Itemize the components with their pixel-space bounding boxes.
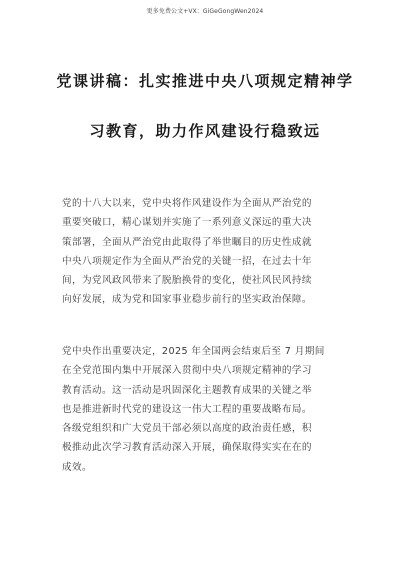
header-note: 更多免费公文+VX：GiGeGongWen2024 bbox=[146, 8, 264, 15]
paragraph-line: 教育活动。这一活动是巩固深化主题教育成果的关键之举 bbox=[62, 384, 312, 396]
paragraph-line: 策部署，全面从严治党由此取得了举世瞩目的历史性成就 bbox=[62, 236, 312, 248]
paragraph-2 bbox=[62, 342, 352, 477]
paragraph-1 bbox=[62, 194, 352, 310]
paragraph-line: 向好发展，成为党和国家事业稳步前行的坚实政治保障。 bbox=[62, 294, 312, 306]
paragraph-line: 党的十八大以来，党中央将作风建设作为全面从严治党的 bbox=[62, 198, 312, 209]
document-title-line-2: 习教育，助力作风建设行稳致远 bbox=[89, 122, 321, 140]
paragraph-line: 党中央作出重要决定，2025 年全国两会结束后至 7 月期间 bbox=[62, 346, 325, 357]
paragraph-line: 也是推进新时代党的建设这一伟大工程的重要战略布局。 bbox=[62, 403, 312, 415]
document-title-line-1: 党课讲稿：扎实推进中央八项规定精神学 bbox=[56, 72, 354, 90]
paragraph-line: 间，为党风政风带来了脱胎换骨的变化，使社风民风持续 bbox=[62, 275, 312, 287]
paragraph-line: 中央八项规定作为全面从严治党的关键一招，在过去十年 bbox=[62, 255, 312, 267]
paragraph-line: 各级党组织和广大党员干部必须以高度的政治责任感，积 bbox=[62, 423, 312, 435]
paragraph-line: 重要突破口，精心谋划并实施了一系列意义深远的重大决 bbox=[62, 217, 312, 229]
paragraph-line: 极推动此次学习教育活动深入开展，确保取得实实在在的 bbox=[62, 442, 312, 454]
paragraph-line: 成效。 bbox=[62, 461, 92, 473]
paragraph-line: 在全党范围内集中开展深入贯彻中央八项规定精神的学习 bbox=[62, 365, 312, 377]
